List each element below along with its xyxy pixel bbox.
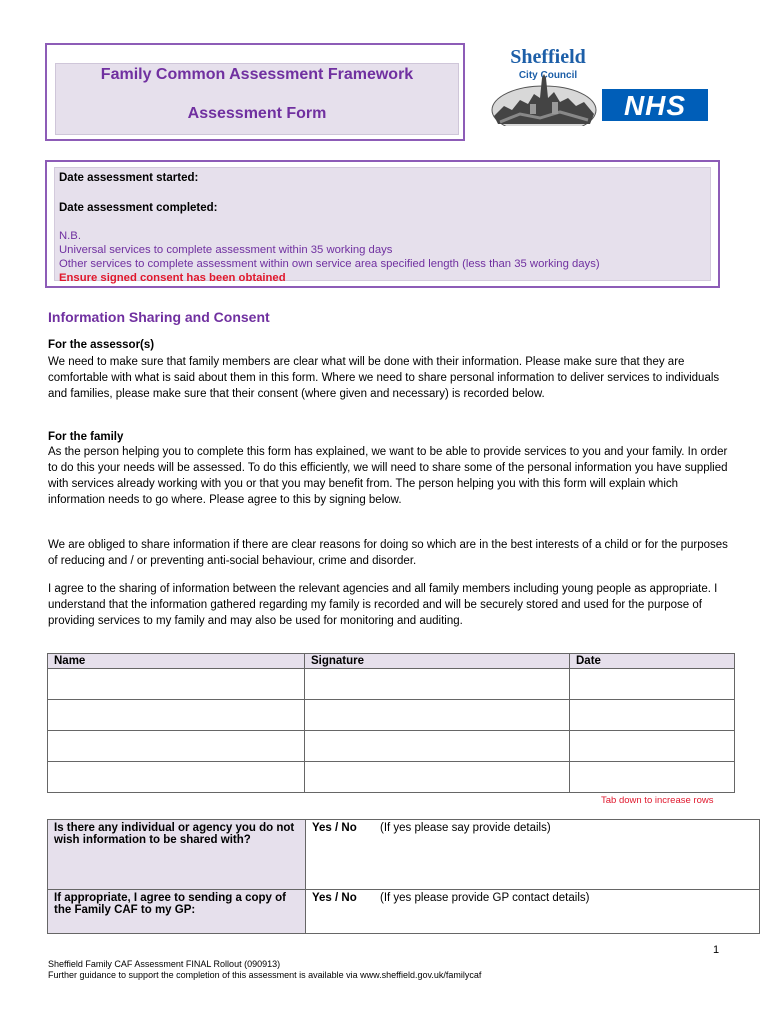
date-completed-label: Date assessment completed: bbox=[59, 202, 218, 214]
answer-cell[interactable] bbox=[306, 890, 760, 934]
footer-guidance: Further guidance to support the completion of this assessment is available via www.sheffield.gov.uk/familycaf bbox=[48, 970, 482, 980]
assessment-dates-box bbox=[45, 160, 720, 288]
date-started-label: Date assessment started: bbox=[59, 172, 199, 184]
table-row bbox=[48, 762, 735, 793]
question-row-share bbox=[48, 820, 760, 890]
assessor-paragraph: We need to make sure that family members are clear what will be done with their information. Please make sure that they are comfortable with what is said about them in this form. Where we need to share personal information to deliver services to individuals and families, please make sure that their consent (where given and necessary) is recorded below. bbox=[48, 356, 720, 400]
assessment-dates-panel bbox=[54, 167, 711, 284]
sheffield-city-council-logo bbox=[490, 44, 598, 126]
table-row bbox=[48, 731, 735, 762]
agreement-paragraph: I agree to the sharing of information between the relevant agencies and all family members including young people as appropriate. I understand that the information gathered regarding my family is recorded and will be securely stored and used for the purpose of providing services to my family and may also be used for monitoring and auditing. bbox=[48, 583, 718, 627]
family-paragraph: As the person helping you to complete this form has explained, we want to be able to provide services to you and your family. In order to do this your needs will be assessed. To do this efficiently, we will need to share some of the personal information you have supplied with services already working with you or that you may benefit from. The person helping you with this form will explain which information needs to go where. Please agree to this by signing below. bbox=[48, 446, 728, 506]
answer-detail-hint: (If yes please say provide details) bbox=[380, 822, 551, 834]
signature-cell[interactable] bbox=[305, 731, 570, 762]
name-cell[interactable] bbox=[48, 669, 305, 700]
name-cell[interactable] bbox=[48, 762, 305, 793]
nb-label: N.B. bbox=[59, 230, 81, 242]
question-row-gp bbox=[48, 890, 760, 934]
answer-cell[interactable] bbox=[306, 820, 760, 890]
table-row bbox=[48, 669, 735, 700]
signature-table-header bbox=[48, 654, 735, 669]
city-skyline-icon bbox=[490, 44, 598, 126]
date-cell[interactable] bbox=[570, 669, 735, 700]
date-cell[interactable] bbox=[570, 762, 735, 793]
obligation-paragraph: We are obliged to share information if there are clear reasons for doing so which are in the best interests of a child or for the purposes of reducing and / or preventing anti-social behaviour, crime and disorder. bbox=[48, 539, 728, 567]
signature-cell[interactable] bbox=[305, 700, 570, 731]
nhs-logo-text: NHS bbox=[623, 90, 687, 121]
date-cell[interactable] bbox=[570, 700, 735, 731]
sheffield-logo-word: Sheffield bbox=[510, 46, 586, 68]
yes-no-option[interactable]: Yes / No bbox=[312, 822, 357, 834]
other-services-note: Other services to complete assessment within own service area specified length (less than 35 working days) bbox=[59, 258, 600, 270]
table-row bbox=[48, 700, 735, 731]
name-cell[interactable] bbox=[48, 731, 305, 762]
footer-document-id: Sheffield Family CAF Assessment FINAL Rollout (090913) bbox=[48, 959, 281, 969]
nhs-logo bbox=[602, 89, 708, 121]
yes-no-option[interactable]: Yes / No bbox=[312, 892, 357, 904]
universal-services-note: Universal services to complete assessment within 35 working days bbox=[59, 244, 393, 256]
form-subtitle: Assessment Form bbox=[187, 105, 327, 122]
tab-hint: Tab down to increase rows bbox=[601, 795, 714, 806]
column-header-name: Name bbox=[48, 654, 305, 669]
signature-table bbox=[47, 653, 735, 793]
consent-warning: Ensure signed consent has been obtained bbox=[59, 272, 286, 284]
column-header-date: Date bbox=[570, 654, 735, 669]
sheffield-logo-subtitle: City Council bbox=[518, 70, 578, 81]
questions-table bbox=[47, 819, 760, 934]
question-share-exclusion: Is there any individual or agency you do not wish information to be shared with? bbox=[48, 820, 306, 890]
form-title: Family Common Assessment Framework bbox=[100, 66, 414, 83]
signature-cell[interactable] bbox=[305, 669, 570, 700]
family-heading: For the family bbox=[48, 431, 124, 443]
page-number: 1 bbox=[713, 944, 720, 956]
answer-detail-hint: (If yes please provide GP contact details) bbox=[380, 892, 590, 904]
title-box bbox=[45, 43, 465, 141]
assessor-heading: For the assessor(s) bbox=[48, 339, 155, 351]
section-heading: Information Sharing and Consent bbox=[48, 309, 270, 325]
column-header-signature: Signature bbox=[305, 654, 570, 669]
title-panel bbox=[55, 63, 459, 135]
date-cell[interactable] bbox=[570, 731, 735, 762]
question-gp-consent: If appropriate, I agree to sending a copy of the Family CAF to my GP: bbox=[48, 890, 306, 934]
name-cell[interactable] bbox=[48, 700, 305, 731]
signature-cell[interactable] bbox=[305, 762, 570, 793]
